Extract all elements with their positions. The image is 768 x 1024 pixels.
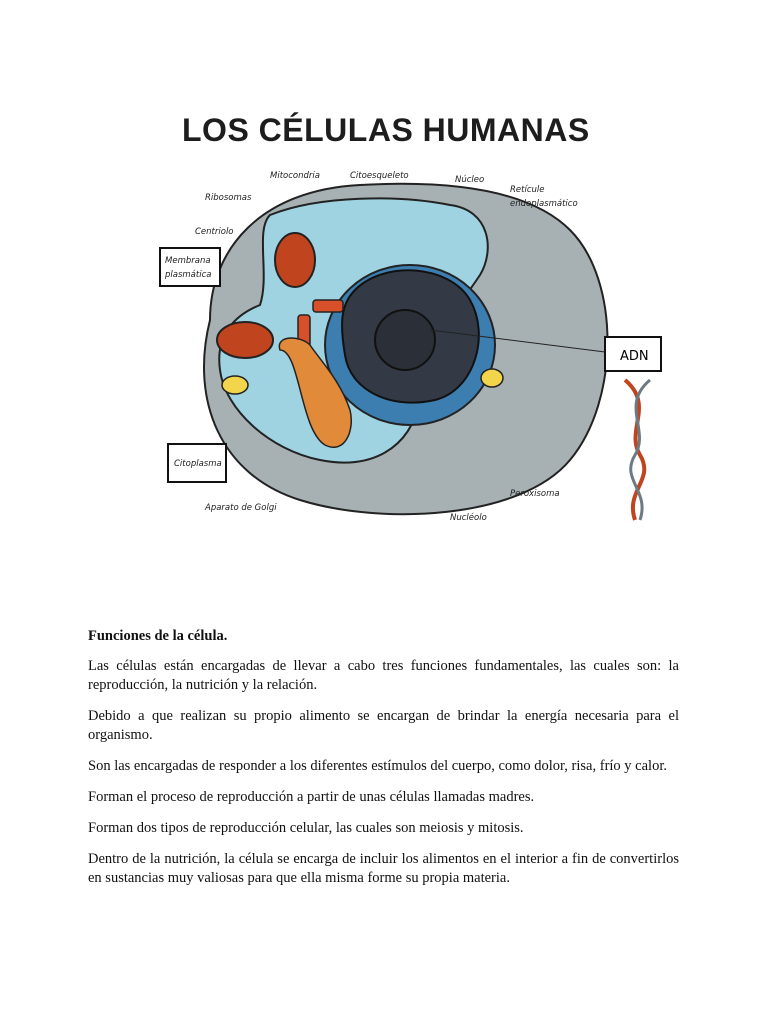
label-reticulo-1: Retícule	[510, 185, 545, 195]
cell-diagram	[150, 100, 690, 540]
cell-diagram-svg	[150, 100, 690, 540]
peroxisome	[481, 369, 503, 387]
nucleolus	[375, 310, 435, 370]
mitochondria-1	[275, 233, 315, 287]
label-citoesqueleto: Citoesqueleto	[350, 171, 409, 181]
label-citoplasma: Citoplasma	[174, 459, 222, 469]
paragraph-1: Las células están encargadas de llevar a cabo tres funciones fundamentales, las cuales son: la reproducción, la nutrición y la relación.	[88, 658, 679, 693]
label-mitocondria: Mitocondria	[270, 171, 320, 181]
label-nucleo: Núcleo	[455, 175, 485, 185]
paragraph-4: Forman el proceso de reproducción a partir de unas células llamadas madres.	[88, 789, 535, 805]
label-membrana-2: plasmática	[165, 270, 212, 280]
centriole-2	[313, 300, 343, 312]
label-nucleolo: Nucléolo	[450, 513, 487, 523]
paragraph-3: Son las encargadas de responder a los diferentes estímulos del cuerpo, como dolor, risa, frío y calor.	[88, 758, 667, 774]
membrana-box	[160, 248, 220, 286]
label-centriolo: Centriolo	[195, 227, 234, 237]
vesicle-1	[222, 376, 248, 394]
label-reticulo-2: endoplasmático	[510, 199, 578, 209]
label-golgi: Aparato de Golgi	[205, 503, 277, 513]
label-peroxisoma: Peroxisoma	[510, 489, 560, 499]
figure-title: LOS CÉLULAS HUMANAS	[182, 112, 590, 148]
paragraph-6: Dentro de la nutrición, la célula se encarga de incluir los alimentos en el interior a fin de convertirlos en sustancias muy valiosas para que ella misma forme su propia materia.	[88, 851, 679, 886]
section-heading: Funciones de la célula.	[88, 628, 228, 644]
adn-label: ADN	[620, 349, 649, 364]
paragraph-5: Forman dos tipos de reproducción celular, las cuales son meiosis y mitosis.	[88, 820, 524, 836]
label-membrana-1: Membrana	[165, 256, 211, 266]
paragraph-2: Debido a que realizan su propio alimento se encargan de brindar la energía necesaria para el organismo.	[88, 708, 679, 743]
mitochondria-2	[217, 322, 273, 358]
label-ribosomas: Ribosomas	[205, 193, 252, 203]
section-text	[88, 627, 679, 900]
